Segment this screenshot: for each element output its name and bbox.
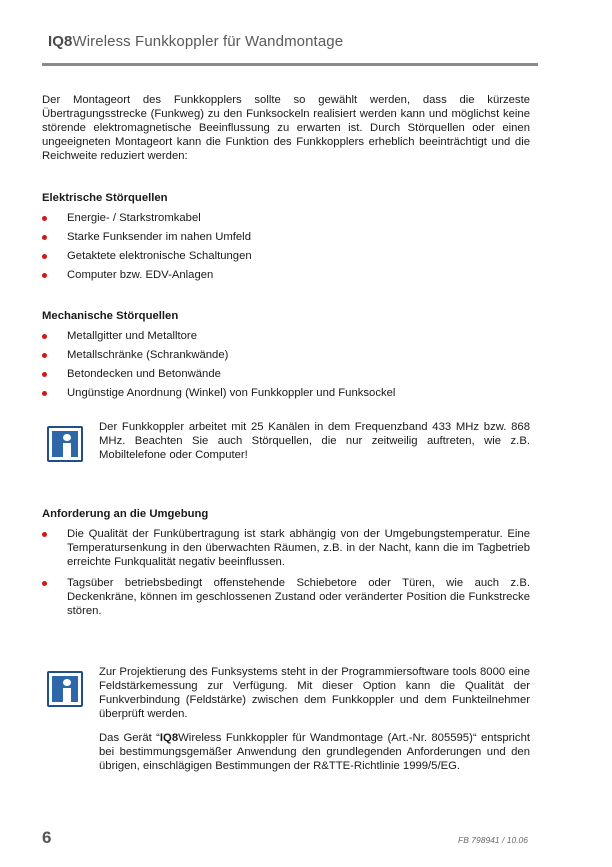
header-rule xyxy=(42,63,538,66)
header-title: Wireless Funkkoppler für Wandmontage xyxy=(72,33,344,50)
header-brand: IQ8 xyxy=(48,33,73,50)
intro-paragraph: Der Montageort des Funkkopplers sollte so gewählt werden, dass die kürzeste Übertragungsstrecke (Funkweg) zu den Funksockeln realisiert werden kann und möglichst keine störende elektromagnetische Beeinflussung zu erwarten ist. Durch Störquellen oder einen ungeeigneten Montageort kann die Funktion des Funkkopplers erheblich beeinträchtigt und die Reichweite reduziert werden: xyxy=(42,94,530,162)
bullet-icon xyxy=(42,235,47,240)
environment-heading: Anforderung an die Umgebung xyxy=(42,508,209,520)
page-number: 6 xyxy=(42,828,52,847)
bullet-icon xyxy=(42,273,47,278)
bullet-icon xyxy=(42,391,47,396)
bullet-icon xyxy=(42,254,47,259)
list-item: Ungünstige Anordnung (Winkel) von Funkkoppler und Funksockel xyxy=(42,386,530,400)
info-icon xyxy=(47,671,83,707)
page-header xyxy=(48,33,343,50)
mechanical-heading: Mechanische Störquellen xyxy=(42,310,179,322)
bullet-icon xyxy=(42,334,47,339)
conformity-statement: Das Gerät “IQ8Wireless Funkkoppler für Wandmontage (Art.-Nr. 805595)“ entspricht bei bestimmungsgemäßer Anwendung den grundlegenden Anforderungen und den übrigen, einschlägigen Bestimmungen der R&TTE-Richtlinie 1999/5/EG. xyxy=(99,732,530,772)
list-item: Getaktete elektronische Schaltungen xyxy=(42,249,530,263)
environment-list xyxy=(42,527,530,618)
info-note-channels xyxy=(42,420,530,462)
list-item: Betondecken und Betonwände xyxy=(42,367,530,381)
info-note-text: Der Funkkoppler arbeitet mit 25 Kanälen in dem Frequenzband 433 MHz bzw. 868 MHz. Beachten Sie auch Störquellen, die nur zeitweilig auftreten, wie z.B. Mobiltelefone oder Computer! xyxy=(99,421,530,461)
bullet-icon xyxy=(42,532,47,537)
list-item: Metallgitter und Metalltore xyxy=(42,329,530,343)
document-reference: FB 798941 / 10.06 xyxy=(458,835,528,845)
bullet-icon xyxy=(42,372,47,377)
info-note-projection xyxy=(42,665,530,773)
list-item: Tagsüber betriebsbedingt offenstehende Schiebetore oder Türen, wie auch z.B. Deckenkräne, können im geschlossenen Zustand oder veränderter Position die Funkstrecke stören. xyxy=(42,576,530,618)
list-item: Energie- / Starkstromkabel xyxy=(42,211,530,225)
electrical-list xyxy=(42,211,530,282)
info-icon xyxy=(47,426,83,462)
bullet-icon xyxy=(42,216,47,221)
info-note-text: Zur Projektierung des Funksystems steht in der Programmiersoftware tools 8000 eine Feldstärkemessung zur Verfügung. Mit dieser Option kann die Qualität der Funkverbindung (Feldstärke) zwischen dem Funkkoppler und dem Funkteilnehmer überprüft werden. xyxy=(99,666,530,720)
bullet-icon xyxy=(42,353,47,358)
electrical-heading: Elektrische Störquellen xyxy=(42,192,168,204)
list-item: Die Qualität der Funkübertragung ist stark abhängig von der Umgebungstemperatur. Eine Temperatursenkung in den überwachten Räumen, z.B. in der Nacht, kann die im Tagbetrieb erreichte Funkqualität negativ beeinflussen. xyxy=(42,527,530,569)
list-item: Metallschränke (Schrankwände) xyxy=(42,348,530,362)
bullet-icon xyxy=(42,581,47,586)
page-content xyxy=(42,93,530,773)
list-item: Starke Funksender im nahen Umfeld xyxy=(42,230,530,244)
list-item: Computer bzw. EDV-Anlagen xyxy=(42,268,530,282)
mechanical-list xyxy=(42,329,530,400)
